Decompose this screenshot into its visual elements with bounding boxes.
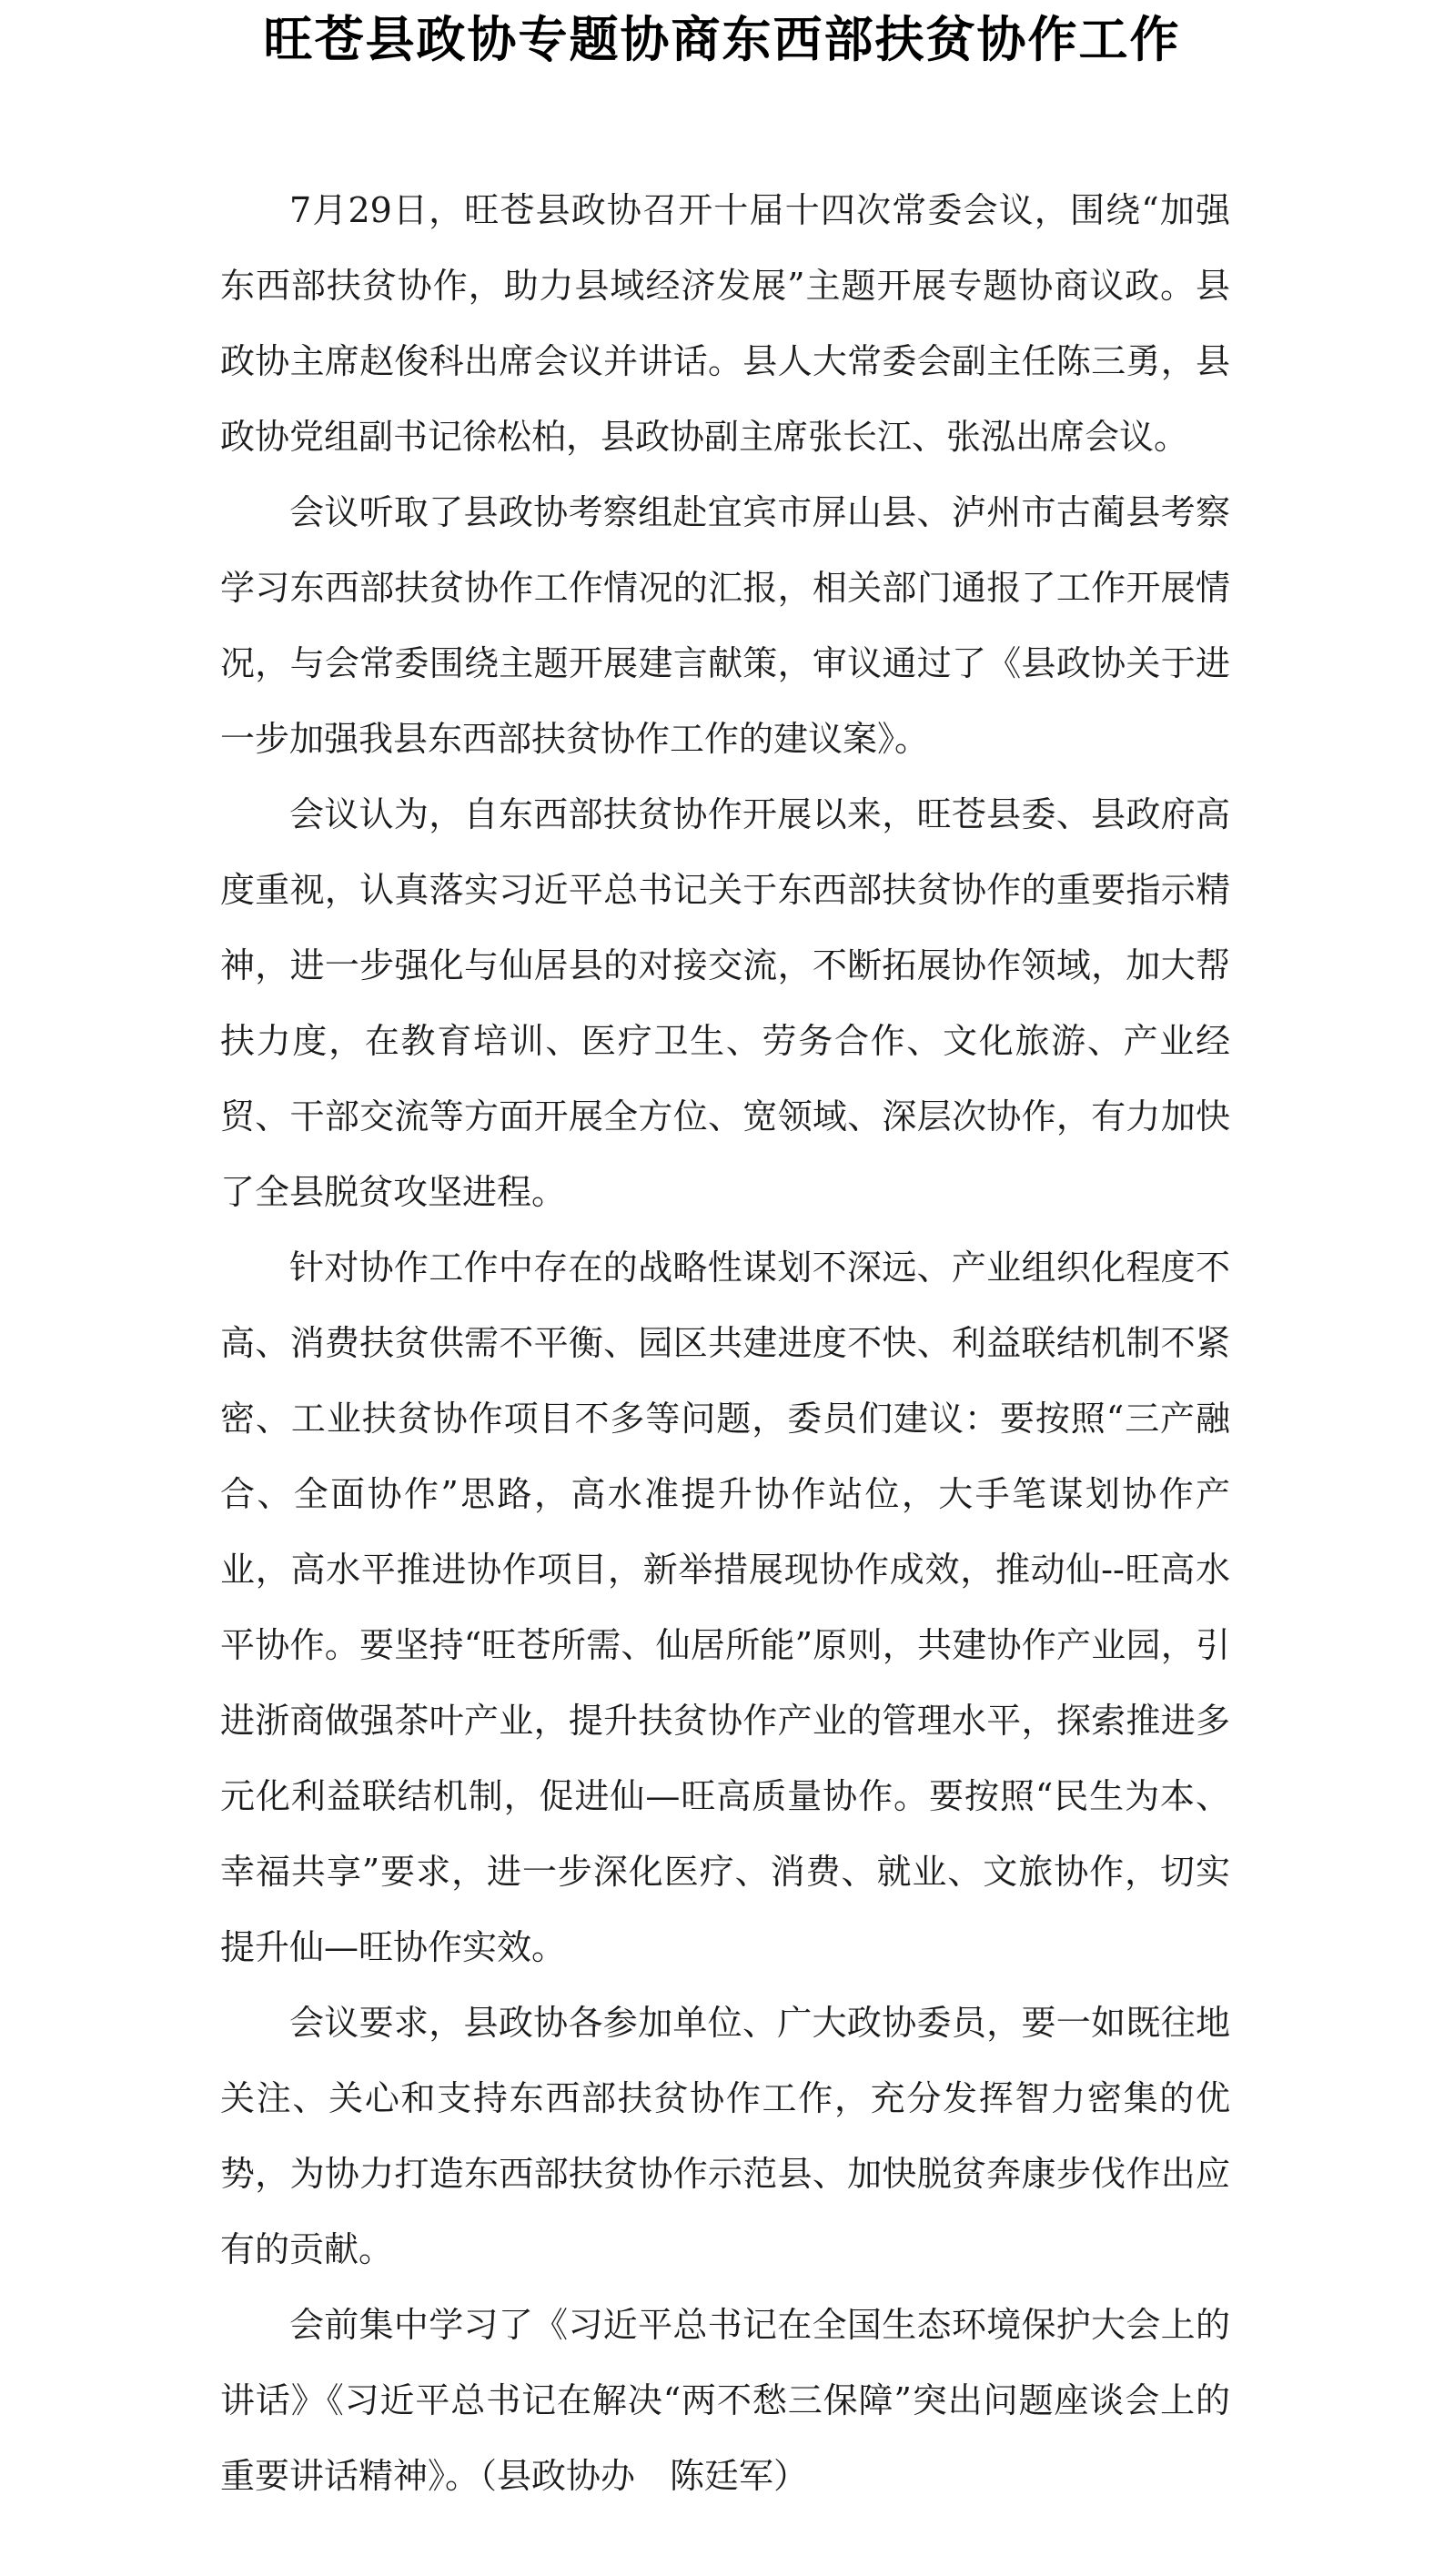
paragraph-meeting-requirements: 会议要求，县政协各参加单位、广大政协委员，要一如既往地关注、关心和支持东西部扶贫协作工作，充分发挥智力密集的优势，为协力打造东西部扶贫协作示范县、加快脱贫奔康步伐作出应有的贡献。	[220, 2003, 1230, 2269]
article-title: 旺苍县政协专题协商东西部扶贫协作工作	[263, 10, 1181, 68]
paragraph-meeting-assessment: 会议认为，自东西部扶贫协作开展以来，旺苍县委、县政府高度重视，认真落实习近平总书记关于东西部扶贫协作的重要指示精神，进一步强化与仙居县的对接交流，不断拓展协作领域，加大帮扶力度，在教育培训、医疗卫生、劳务合作、文化旅游、产业经贸、干部交流等方面开展全方位、宽领域、深层次协作，有力加快了全县脱贫攻坚进程。	[220, 794, 1230, 1212]
paragraph-meeting-agenda: 会议听取了县政协考察组赴宜宾市屏山县、泸州市古蔺县考察学习东西部扶贫协作工作情况的汇报，相关部门通报了工作开展情况，与会常委围绕主题开展建言献策，审议通过了《县政协关于进一步加强我县东西部扶贫协作工作的建议案》。	[220, 492, 1230, 759]
paragraph-study-session: 会前集中学习了《习近平总书记在全国生态环境保护大会上的讲话》《习近平总书记在解决“两不愁三保障”突出问题座谈会上的重要讲话精神》。（县政协办 陈廷军）	[220, 2305, 1230, 2496]
paragraph-member-suggestions: 针对协作工作中存在的战略性谋划不深远、产业组织化程度不高、消费扶贫供需不平衡、园区共建进度不快、利益联结机制不紧密、工业扶贫协作项目不多等问题，委员们建议：要按照“三产融合、全面协作”思路，高水准提升协作站位，大手笔谋划协作产业，高水平推进协作项目，新举措展现协作成效，推动仙--旺高水平协作。要坚持“旺苍所需、仙居所能”原则，共建协作产业园，引进浙商做强茶叶产业，提升扶贫协作产业的管理水平，探索推进多元化利益联结机制，促进仙—旺高质量协作。要按照“民生为本、幸福共享”要求，进一步深化医疗、消费、就业、文旅协作，切实提升仙—旺协作实效。	[220, 1248, 1230, 1967]
article-body	[220, 173, 1230, 2514]
paragraph-meeting-overview: 7月29日，旺苍县政协召开十届十四次常委会议，围绕“加强东西部扶贫协作，助力县域经济发展”主题开展专题协商议政。县政协主席赵俊科出席会议并讲话。县人大常委会副主任陈三勇，县政协党组副书记徐松柏，县政协副主席张长江、张泓出席会议。	[220, 190, 1230, 457]
